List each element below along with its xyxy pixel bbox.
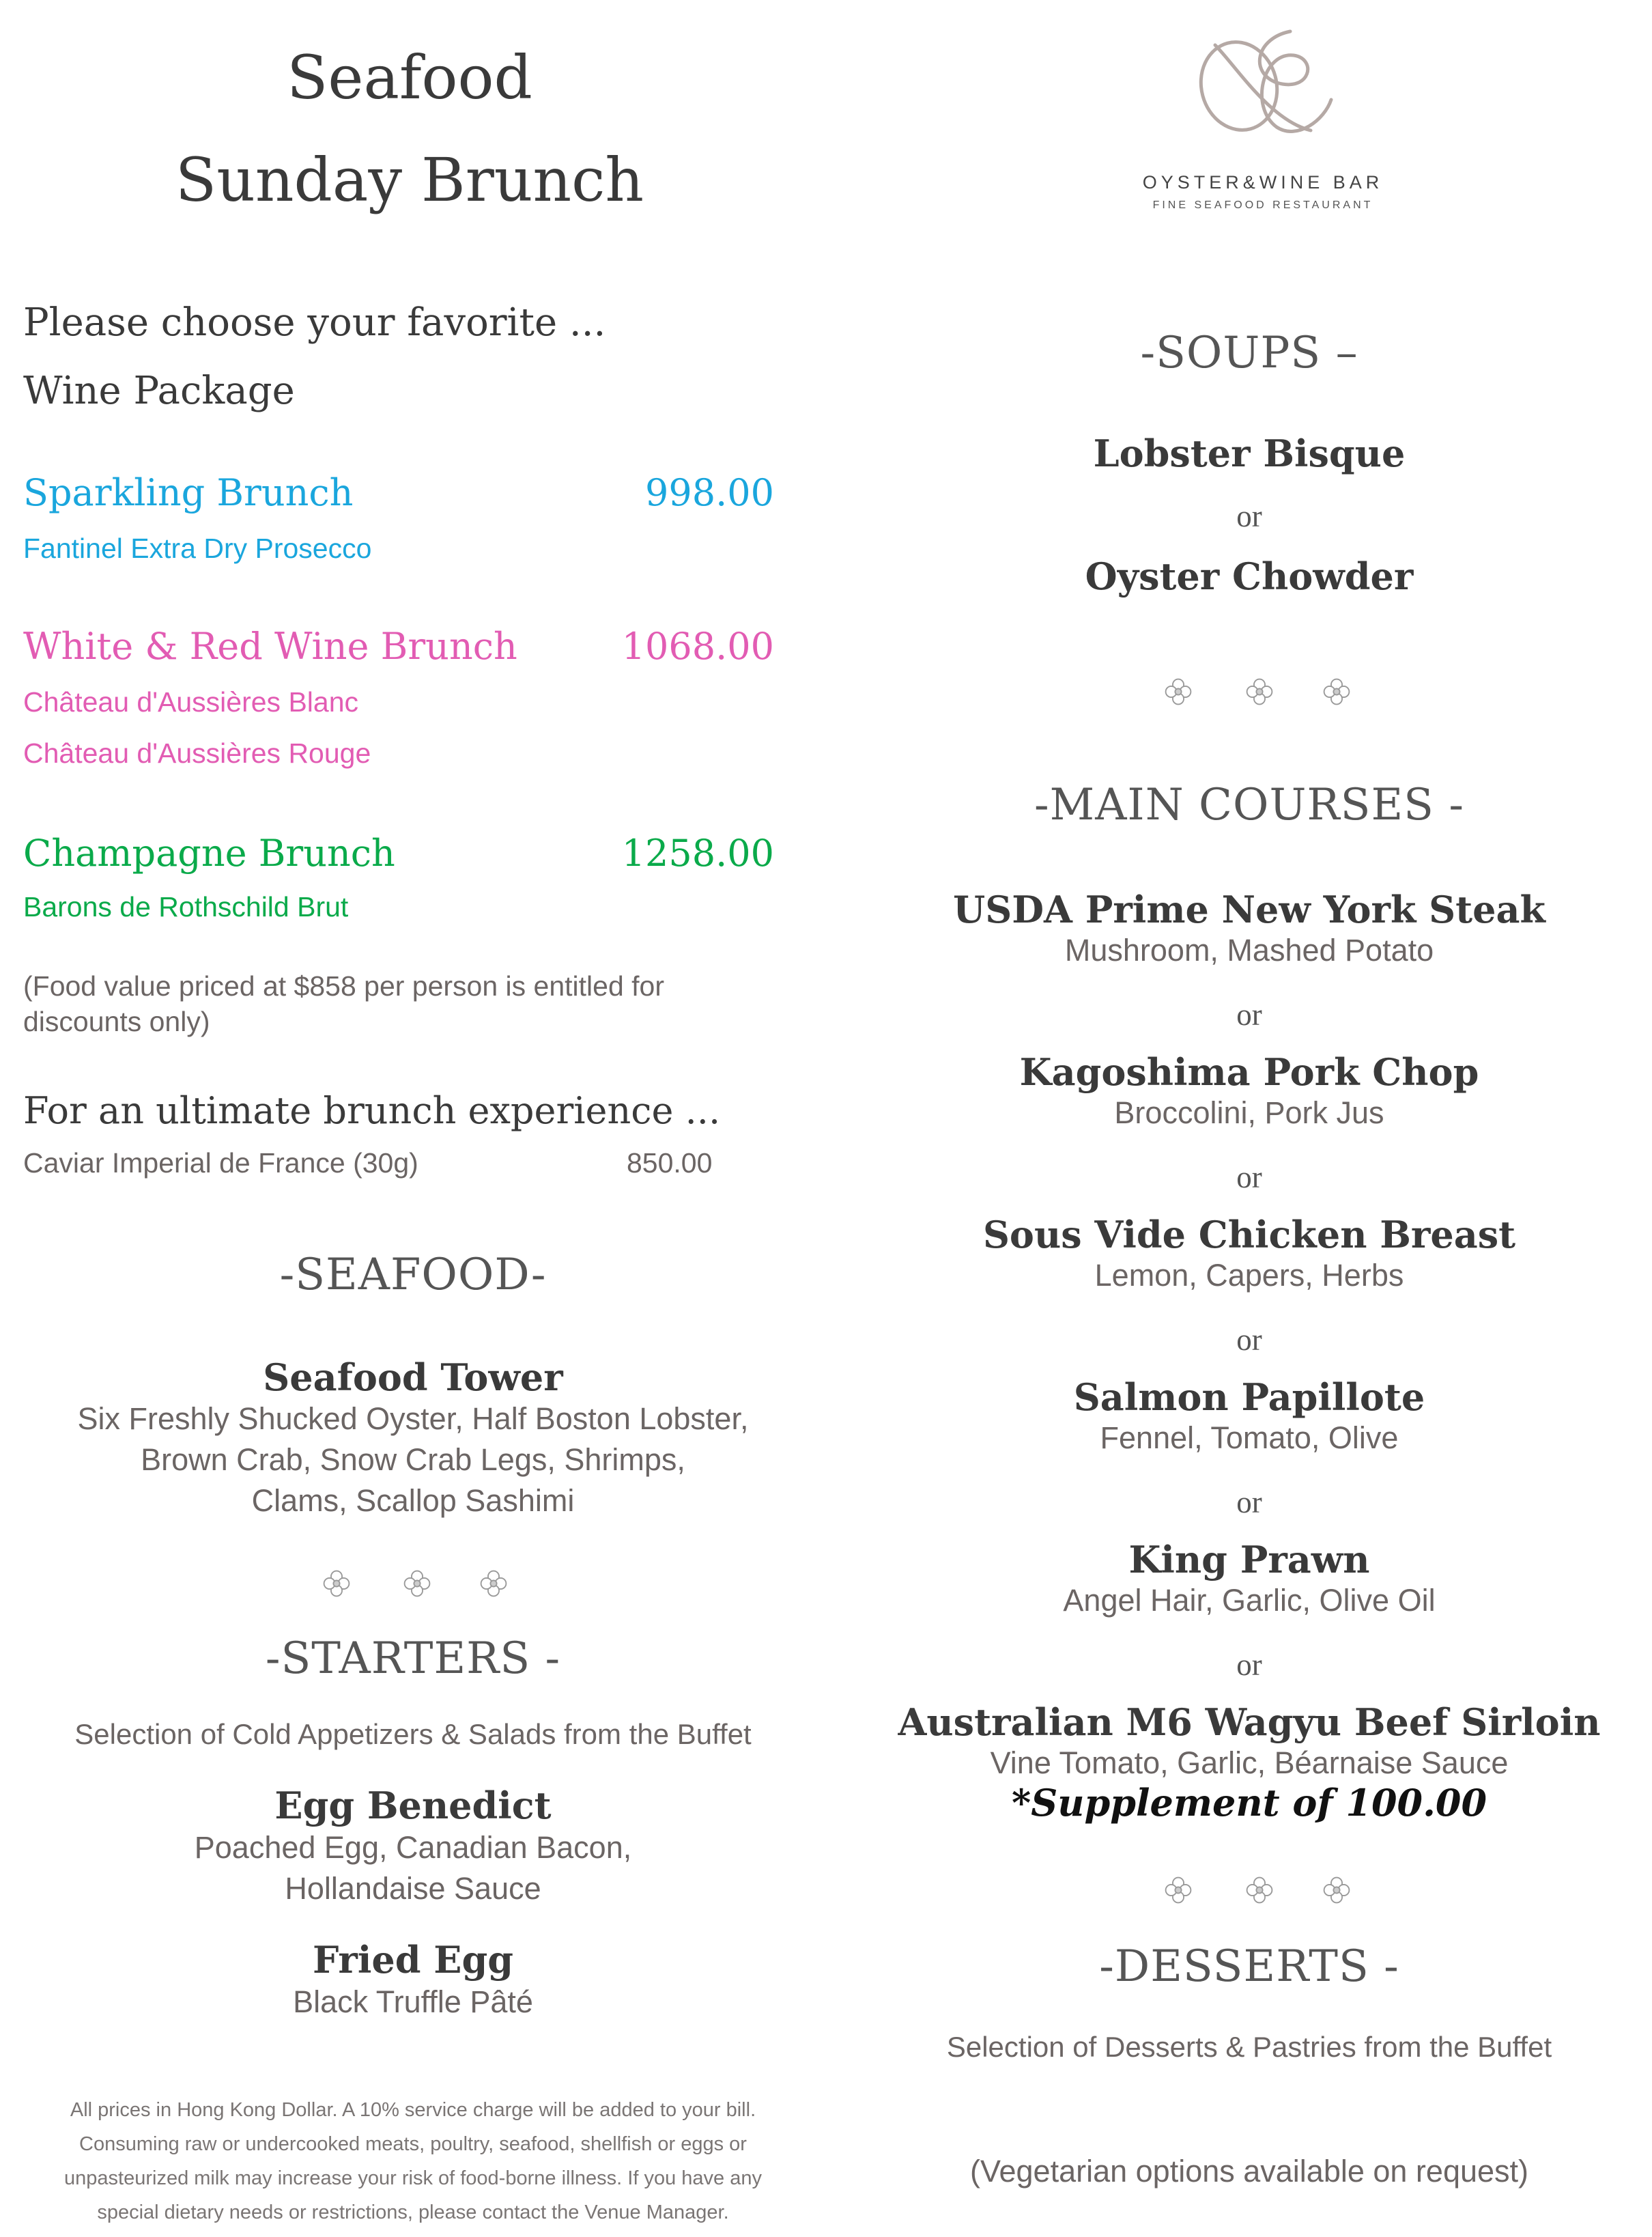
seafood-tower-name: Seafood Tower — [263, 1355, 563, 1399]
flower-divider-icon — [401, 1568, 433, 1599]
egg-benedict-desc-2: Hollandaise Sauce — [285, 1871, 541, 1906]
flower-divider-icon — [1163, 1874, 1194, 1906]
mains-or: or — [1236, 998, 1262, 1032]
desserts-buffet: Selection of Desserts & Pastries from the Buffet — [946, 2031, 1552, 2063]
package-whitered-name: White & Red Wine Brunch — [23, 625, 517, 668]
package-sparkling-wine: Fantinel Extra Dry Prosecco — [23, 533, 372, 564]
seafood-tower-desc-3: Clams, Scallop Sashimi — [251, 1483, 575, 1518]
package-sparkling-price: 998.00 — [645, 471, 774, 514]
wine-package-heading: Wine Package — [23, 369, 295, 413]
starters-buffet: Selection of Cold Appetizers & Salads from the Buffet — [74, 1718, 752, 1750]
ny-steak-name: USDA Prime New York Steak — [953, 888, 1546, 931]
pork-chop-desc: Broccolini, Pork Jus — [1114, 1095, 1384, 1130]
ultimate-heading: For an ultimate brunch experience ... — [23, 1089, 721, 1132]
caviar-price: 850.00 — [627, 1147, 713, 1179]
package-whitered-price: 1068.00 — [621, 625, 774, 668]
king-prawn-name: King Prawn — [1128, 1538, 1370, 1581]
caviar-item: Caviar Imperial de France (30g) — [23, 1147, 418, 1179]
disclaimer-line-1: All prices in Hong Kong Dollar. A 10% service charge will be added to your bill. — [70, 2099, 756, 2121]
egg-benedict-name: Egg Benedict — [274, 1784, 552, 1827]
oyster-chowder-name: Oyster Chowder — [1085, 554, 1414, 598]
mains-or: or — [1236, 1485, 1262, 1519]
flower-divider-icon — [1163, 676, 1194, 707]
chicken-breast-name: Sous Vide Chicken Breast — [982, 1213, 1516, 1256]
soups-or: or — [1236, 499, 1262, 533]
salmon-papillote-name: Salmon Papillote — [1073, 1375, 1425, 1419]
logo-tagline: FINE SEAFOOD RESTAURANT — [1152, 199, 1373, 211]
disclaimer-line-2: Consuming raw or undercooked meats, poultry, seafood, shellfish or eggs or — [79, 2133, 747, 2155]
vegetarian-note: (Vegetarian options available on request) — [969, 2154, 1529, 2189]
egg-benedict-desc-1: Poached Egg, Canadian Bacon, — [194, 1830, 632, 1865]
mains-or: or — [1236, 1160, 1262, 1194]
flower-divider-icon — [321, 1568, 352, 1599]
flower-divider-icon — [1321, 676, 1352, 707]
fried-egg-name: Fried Egg — [313, 1938, 513, 1982]
starters-heading: -STARTERS - — [265, 1633, 561, 1684]
flower-divider-icon — [1321, 1874, 1352, 1906]
package-sparkling-name: Sparkling Brunch — [23, 471, 354, 514]
wagyu-sirloin-desc: Vine Tomato, Garlic, Béarnaise Sauce — [990, 1745, 1509, 1780]
ny-steak-desc: Mushroom, Mashed Potato — [1064, 933, 1434, 968]
salmon-papillote-desc: Fennel, Tomato, Olive — [1100, 1420, 1399, 1455]
restaurant-logo-icon — [1174, 18, 1352, 141]
lobster-bisque-name: Lobster Bisque — [1093, 432, 1406, 475]
pork-chop-name: Kagoshima Pork Chop — [1019, 1050, 1479, 1094]
disclaimer-line-4: special dietary needs or restrictions, please contact the Venue Manager. — [97, 2201, 729, 2223]
soups-heading: -SOUPS – — [1140, 328, 1358, 378]
chicken-breast-desc: Lemon, Capers, Herbs — [1094, 1258, 1404, 1293]
title-line-2: Sunday Brunch — [175, 145, 644, 215]
package-champagne-wine: Barons de Rothschild Brut — [23, 891, 349, 923]
wagyu-supplement: *Supplement of 100.00 — [1011, 1781, 1487, 1825]
seafood-tower-desc-2: Brown Crab, Snow Crab Legs, Shrimps, — [141, 1442, 685, 1477]
mains-heading: -MAIN COURSES - — [1034, 780, 1464, 830]
wagyu-sirloin-name: Australian M6 Wagyu Beef Sirloin — [898, 1700, 1601, 1744]
mains-or: or — [1236, 1648, 1262, 1682]
seafood-heading: -SEAFOOD- — [279, 1250, 547, 1300]
title-line-1: Seafood — [287, 42, 532, 113]
package-whitered-wine-2: Château d'Aussières Rouge — [23, 737, 371, 769]
flower-divider-icon — [1244, 676, 1275, 707]
package-whitered-wine-1: Château d'Aussières Blanc — [23, 686, 358, 718]
package-champagne-name: Champagne Brunch — [23, 832, 395, 875]
food-value-note: (Food value priced at $858 per person is entitled for discounts only) — [23, 970, 664, 1037]
mains-or: or — [1236, 1323, 1262, 1357]
package-champagne-price: 1258.00 — [621, 832, 774, 875]
logo-name: OYSTER&WINE BAR — [1142, 172, 1384, 193]
wine-intro: Please choose your favorite ... — [23, 300, 606, 345]
seafood-tower-desc-1: Six Freshly Shucked Oyster, Half Boston Lobster, — [77, 1401, 749, 1436]
desserts-heading: -DESSERTS - — [1099, 1941, 1399, 1992]
fried-egg-desc: Black Truffle Pâté — [293, 1984, 533, 2019]
king-prawn-desc: Angel Hair, Garlic, Olive Oil — [1063, 1583, 1436, 1618]
flower-divider-icon — [478, 1568, 509, 1599]
disclaimer-line-3: unpasteurized milk may increase your risk of food-borne illness. If you have any — [64, 2167, 762, 2189]
flower-divider-icon — [1244, 1874, 1275, 1906]
